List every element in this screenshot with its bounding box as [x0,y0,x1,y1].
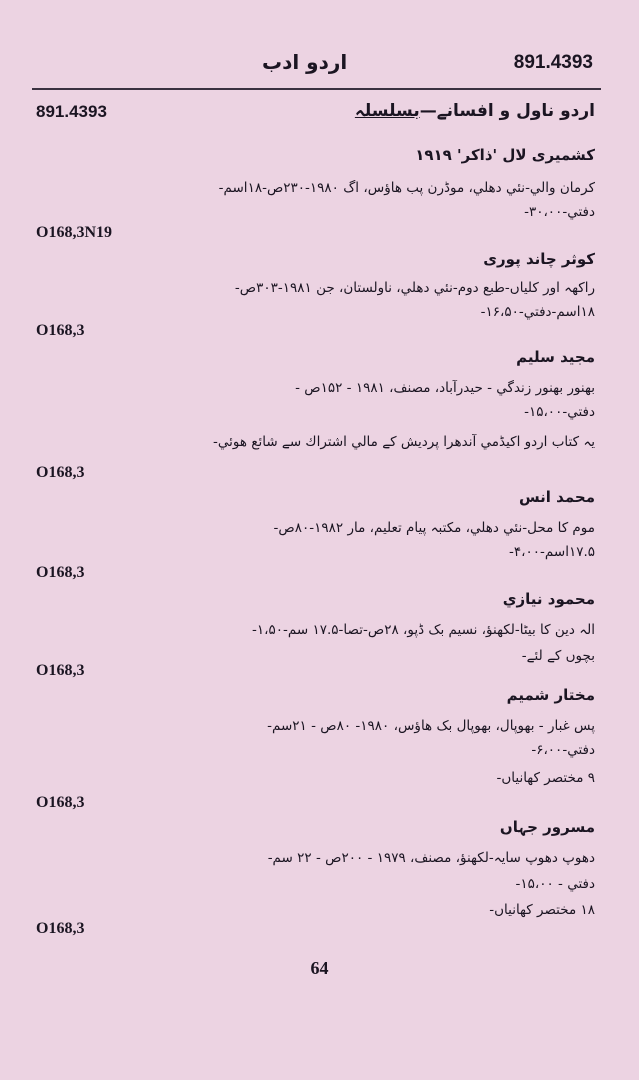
entry-line: دفتي-۶،۰۰- [531,742,595,758]
subject-title: اردو ناول و افسانے—بسلسلہ [354,101,595,121]
entry-line: ۱۸ مختصر كهانياں- [489,902,595,918]
page-number: 64 [310,958,329,978]
entry-line: الہ دين كا بيٹا-لكهنؤ، نسيم بک ڈپو، ۲۸ص-تصا-۱۷.۵ سم-۱،۵۰- [252,622,595,638]
page-header [32,50,593,90]
entry-line: دفتي-۳۰،۰۰- [524,204,595,220]
entry-line: ۹ مختصر كهانياں- [496,770,595,786]
entry-call-number: O168,3 [36,322,85,339]
subject-title-sub: بسلسلہ [354,101,420,121]
entry-line: دهوپ دهوپ سايہ-لكهنؤ، مصنف، ۱۹۷۹ - ۲۰۰ص - ۲۲ سم- [267,850,595,866]
entry-author: محمد انس [518,488,595,506]
entry-author: محمود نيازي [502,590,595,608]
entry-call-number: O168,3 [36,564,85,581]
subject-title-main: اردو ناول و افسانے [436,101,595,121]
entry-author: مختار شميم [506,686,595,704]
entry-author: مسرور جہاں [499,818,595,836]
header-rule [32,88,601,90]
entry-call-number: O168,3N19 [36,224,112,241]
entry-line: يہ كتاب اردو اكيڈمي آندهرا پرديش كے مالي اشتراك سے شائع هوئي- [213,434,595,450]
entry-call-number: O168,3 [36,662,85,679]
entry-line: ۱۸اسم-دفتي-۱۶،۵۰- [480,304,595,320]
entry-line: دفتي - ۱۵،۰۰- [515,876,595,892]
entry-line: موم كا محل-نئي دهلي، مكتبہ پيام تعليم، مار ۱۹۸۲-۸۰ص- [273,520,595,536]
entry-line: دفتي-۱۵،۰۰- [524,404,595,420]
header-title: اردو ادب [262,50,348,74]
entry-call-number: O168,3 [36,920,85,937]
entry-line: کرمان والي-نئي دهلي، موڈرن پب هاؤس، اگ ۱۹۸۰-۲۳۰ص-۱۸اسم- [218,180,595,196]
entry-author: کوثر چاند پوری [483,250,595,268]
subject-heading [36,100,595,130]
subject-code: 891.4393 [36,102,107,121]
entry-author: کشمیری لال 'ذاکر' ۱۹۱۹ [415,146,595,164]
entry-line: پس غبار - بهوپال، بهوپال بک هاؤس، ۱۹۸۰- ۸۰ص - ۲۱سم- [267,718,595,734]
entry-line: بچوں كے لئے- [521,648,595,664]
header-class-number: 891.4393 [513,52,593,73]
entry-line: راکهہ اور کلیاں-طبع دوم-نئي دهلي، ناولستان، جن ۱۹۸۱-۳۰۳ص- [234,280,595,296]
entry-call-number: O168,3 [36,794,85,811]
entry-line: بهنور بهنور زندگي - حيدرآباد، مصنف، ۱۹۸۱ - ۱۵۲ص - [295,380,595,396]
entry-call-number: O168,3 [36,464,85,481]
entry-author: مجيد سليم [516,348,595,366]
entry-line: ۱۷.۵اسم-۴،۰۰- [509,544,595,560]
